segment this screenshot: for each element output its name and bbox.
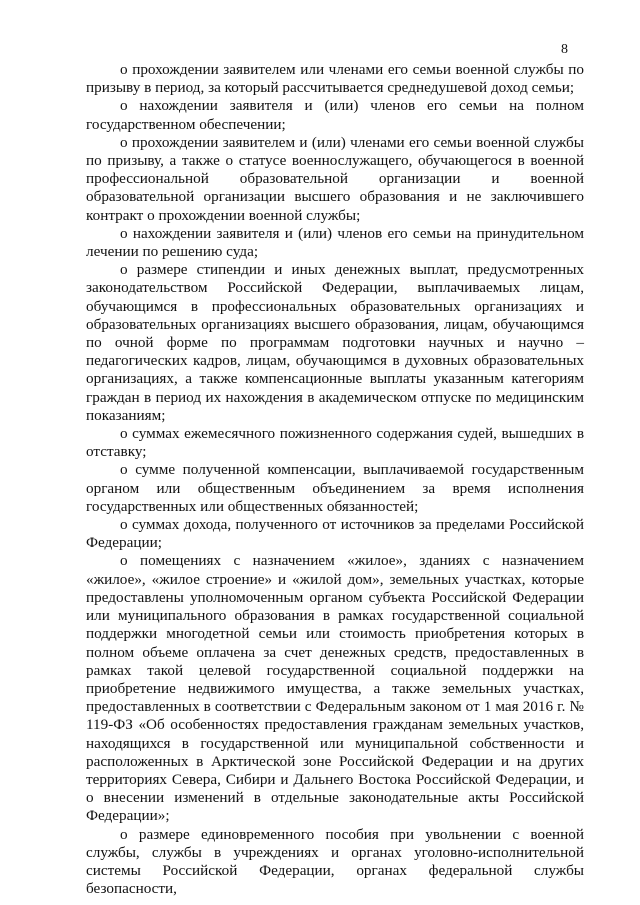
paragraph-state-support: о нахождении заявителя и (или) членов его семьи на полном государственном обеспечении;: [86, 97, 584, 133]
paragraph-judge-maintenance: о суммах ежемесячного пожизненного содержания судей, вышедших в отставку;: [86, 425, 584, 461]
document-body: [86, 61, 584, 898]
paragraph-foreign-income: о суммах дохода, полученного от источников за пределами Российской Федерации;: [86, 516, 584, 552]
paragraph-military-status: о прохождении заявителем и (или) членами его семьи военной службы по призыву, а также о статусе военнослужащего, обучающегося в военной профессиональной образовательной организации и военной образовательной организации высшего образования и не заключившего контракт о прохождении военной службы;: [86, 133, 584, 224]
paragraph-discharge-allowance: о размере единовременного пособия при увольнении с военной службы, службы в учреждениях и органах уголовно-исполнительной системы Российской Федерации, органах федеральной службы безопасности,: [86, 825, 584, 898]
paragraph-compensation: о сумме полученной компенсации, выплачиваемой государственным органом или общественным объединением за время исполнения государственных или общественных обязанностей;: [86, 461, 584, 515]
paragraph-stipend-payments: о размере стипендии и иных денежных выплат, предусмотренных законодательством Российской Федерации, выплачиваемых лицам, обучающимся в профессиональных образовательных организациях и образовательных организациях высшего образования, лицам, обучающимся по очной форме по программам подготовки научных и научно – педагогических кадров, лицам, обучающимся в духовных образовательных организациях, а также компенсационные выплаты указанным категориям граждан в период их нахождения в академическом отпуске по медицинским показаниям;: [86, 261, 584, 424]
paragraph-residential-property: о помещениях с назначением «жилое», зданиях с назначением «жилое», «жилое строение» и «жилой дом», земельных участках, которые предоставлены уполномоченным органом субъекта Российской Федерации или муниципального образования в рамках государственной социальной поддержки многодетной семьи или стоимость приобретения которых в полном объеме оплачена за счет денежных средств, предоставленных в рамках такой целевой государственной социальной поддержки на приобретение недвижимого имущества, а также земельных участках, предоставленных в соответствии с Федеральным законом от 1 мая 2016 г. № 119-ФЗ «Об особенностях предоставления гражданам земельных участков, находящихся в государственной или муниципальной собственности и расположенных в Арктической зоне Российской Федерации и на других территориях Севера, Сибири и Дальнего Востока Российской Федерации, и о внесении изменений в отдельные законодательные акты Российской Федерации»;: [86, 552, 584, 825]
paragraph-compulsory-treatment: о нахождении заявителя и (или) членов его семьи на принудительном лечении по решению суда;: [86, 224, 584, 261]
paragraph-military-service-period: о прохождении заявителем или членами его семьи военной службы по призыву в период, за который рассчитывается среднедушевой доход семьи;: [86, 61, 584, 97]
page-number: 8: [561, 42, 568, 57]
